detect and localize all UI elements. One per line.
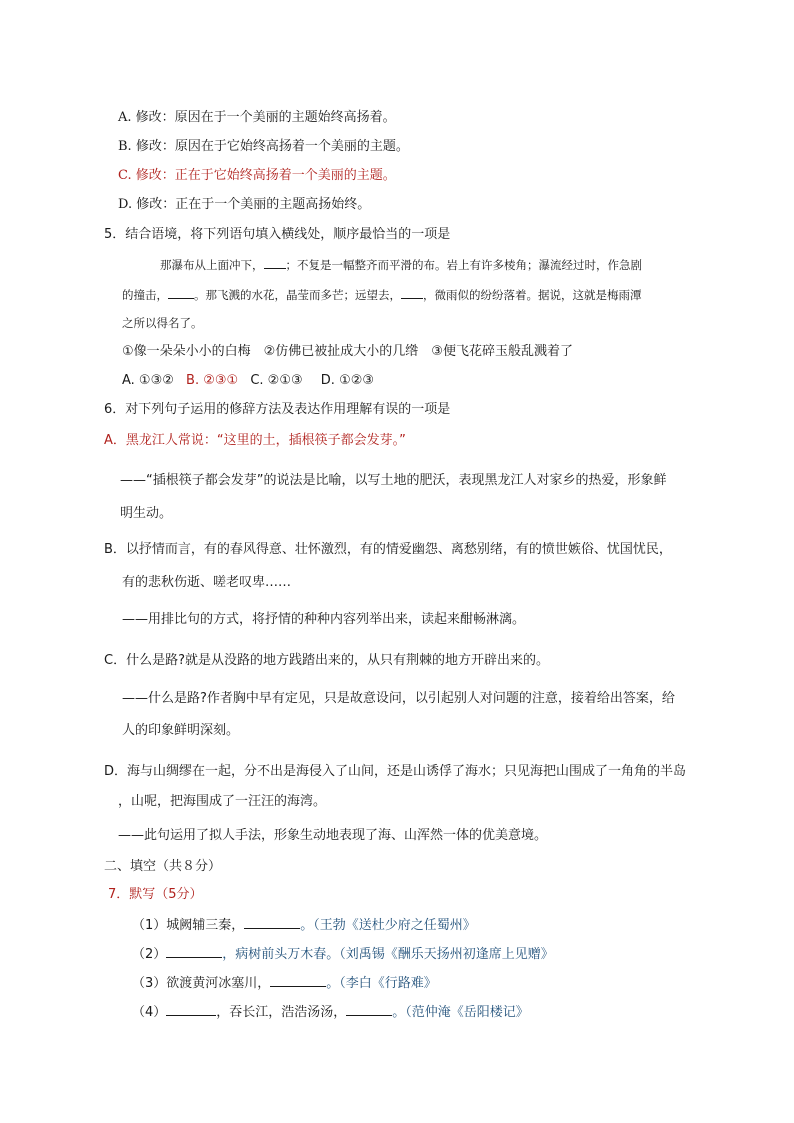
q6-option-b-line-2: 有的悲秋伤逝、嗟老叹卑…… (122, 575, 292, 590)
q5-option-c: C. ②①③ (250, 373, 303, 388)
q5-items: ①像一朵朵小小的白梅 ②仿佛已被扯成大小的几绺 ③便飞花碎玉般乱溅着了 (122, 344, 573, 359)
q6-option-b-line-1: B．以抒情而言，有的春风得意、壮怀激烈，有的情爱幽怨、离愁别绪，有的愤世嫉俗、忧国忧民， (104, 542, 672, 557)
q7-line-4: （4） ，吞长江，浩浩汤汤， 。（范仲淹《岳阳楼记》 (132, 1005, 529, 1020)
q6-stem: 6．对下列句子运用的修辞方法及表达作用理解有误的一项是 (104, 402, 451, 417)
q6-option-a-explanation-2: 明生动。 (120, 506, 173, 521)
answer-blank[interactable] (166, 1003, 216, 1016)
answer-blank (168, 286, 194, 299)
answer-blank[interactable] (346, 1003, 392, 1016)
option-text: 修改：原因在于一个美丽的主题始终高扬着。 (135, 110, 396, 125)
q7-line-2: （2） ，病树前头万木春。（刘禹锡《酬乐天扬州初逢席上见赠》 (132, 947, 554, 962)
q5-passage-line-1: 那瀑布从上面冲下， ；不复是一幅整齐而平滑的布。岩上有许多棱角；瀑流经过时，作急剧 (160, 258, 642, 272)
q4-option-b (118, 138, 409, 156)
q6-option-a-explanation-1: ——“插根筷子都会发芽”的说法是比喻，以写土地的肥沃，表现黑龙江人对家乡的热爱，形象鲜 (120, 473, 667, 488)
q6-option-c-line-1: C．什么是路?就是从没路的地方践踏出来的，从只有荆棘的地方开辟出来的。 (104, 653, 549, 668)
q5-passage-line-2: 的撞击， 。那飞溅的水花，晶莹而多芒；远望去， ，微雨似的纷纷落着。据说，这就是梅雨潭 (122, 288, 642, 302)
q6-option-d-explanation: ——此句运用了拟人手法，形象生动地表现了海、山浑然一体的优美意境。 (118, 828, 548, 843)
q6-option-d-line-1: D．海与山绸缪在一起，分不出是海侵入了山间，还是山诱俘了海水；只见海把山围成了一角角的半岛 (104, 764, 687, 779)
q4-option-c-answer (118, 167, 396, 185)
q5-option-a: A. ①③② (122, 373, 174, 388)
answer-blank (401, 286, 423, 299)
q7-line-1: （1）城阙辅三秦， 。（王勃《送杜少府之任蜀州》 (132, 918, 476, 933)
q5-passage-line-3: 之所以得名了。 (122, 316, 203, 330)
q6-option-c-explanation-2: 人的印象鲜明深刻。 (122, 723, 240, 738)
answer-blank[interactable] (244, 916, 300, 929)
option-text: 修改：正在于它始终高扬着一个美丽的主题。 (135, 168, 396, 183)
option-text: 修改：原因在于它始终高扬着一个美丽的主题。 (135, 139, 409, 154)
option-letter: B. (118, 139, 132, 154)
q5-option-d: D. ①②③ (320, 373, 375, 388)
q4-option-a (118, 109, 396, 127)
q5-option-b-answer: B. ②③① (186, 373, 239, 388)
option-letter: A. (118, 110, 132, 125)
q7-line-3: （3）欲渡黄河冰塞川， 。（李白《行路难》 (132, 976, 437, 991)
q7-title: 7．默写（5分） (108, 887, 203, 902)
option-letter: C. (118, 168, 132, 183)
option-text: 修改：正在于一个美丽的主题高扬始终。 (136, 197, 371, 212)
section-2-title: 二、填空（共８分） (104, 859, 222, 874)
answer-blank[interactable] (270, 974, 326, 987)
option-letter: D. (118, 197, 133, 212)
q6-option-c-explanation-1: ——什么是路?作者胸中早有定见，只是故意设问，以引起别人对问题的注意，接着给出答案，给 (122, 691, 675, 706)
q5-stem: 5．结合语境，将下列语句填入横线处，顺序最恰当的一项是 (104, 227, 451, 242)
q5-options (122, 372, 374, 390)
answer-blank[interactable] (166, 945, 222, 958)
q6-option-a-answer: A．黑龙江人常说：“这里的土，插根筷子都会发芽。” (104, 433, 406, 448)
answer-blank (264, 256, 286, 269)
q6-option-d-line-2: ，山呢，把海围成了一汪汪的海湾。 (118, 794, 327, 809)
q4-option-d (118, 196, 370, 214)
q6-option-b-explanation: ——用排比句的方式，将抒情的种种内容列举出来，读起来酣畅淋漓。 (122, 612, 526, 627)
